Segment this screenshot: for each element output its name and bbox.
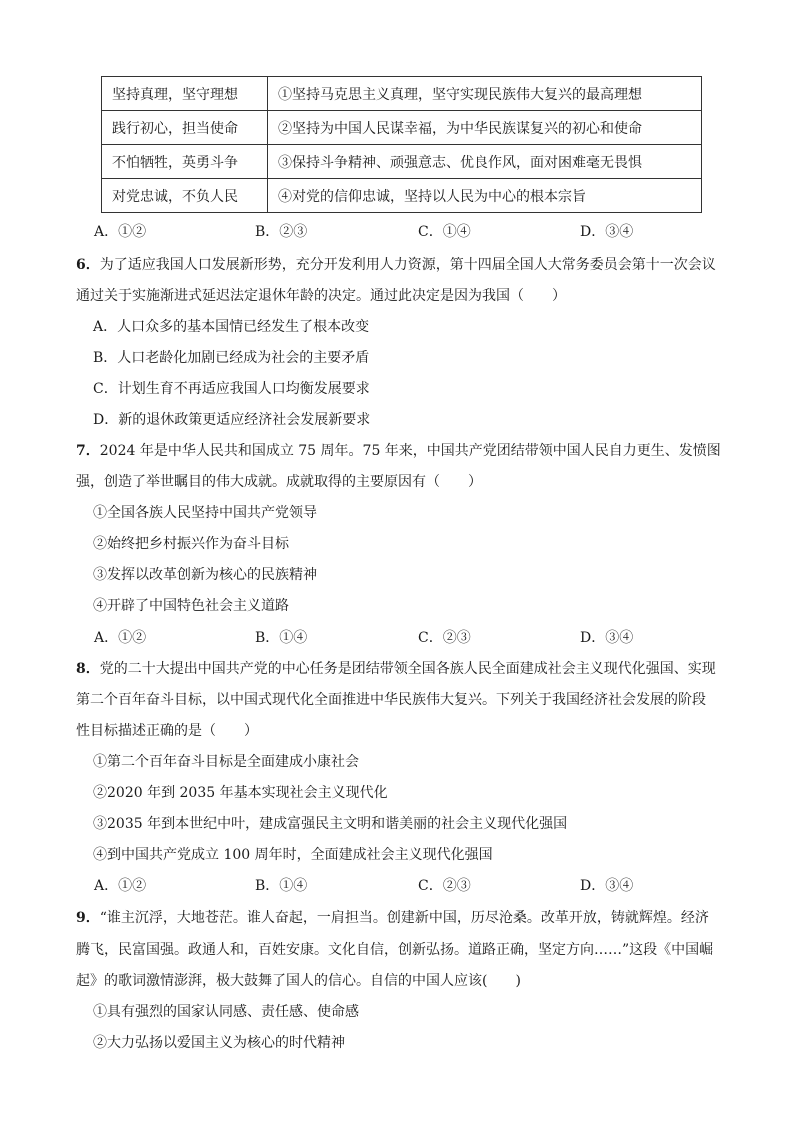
q7-option-b[interactable]: B．①④	[255, 630, 308, 646]
table-cell-left: 坚持真理，坚守理想	[102, 77, 268, 111]
q6-option-d[interactable]: D．新的退休政策更适应经济社会发展新要求	[93, 412, 371, 428]
table-cell-left: 践行初心，担当使命	[102, 111, 268, 145]
q9-stem-line	[76, 907, 709, 927]
matching-table	[101, 76, 702, 213]
q8-option-c[interactable]: C．②③	[418, 878, 471, 894]
question-number: 7．	[76, 443, 100, 459]
question-number: 9．	[76, 910, 100, 926]
q7-stem-line	[76, 440, 721, 460]
q8-stem-line	[76, 658, 716, 678]
q9-statement: ①具有强烈的国家认同感、责任感、使命感	[93, 1004, 359, 1020]
q7-statement: ②始终把乡村振兴作为奋斗目标	[93, 536, 289, 552]
q7-option-c[interactable]: C．②③	[418, 630, 471, 646]
q7-statement: ③发挥以改革创新为核心的民族精神	[93, 567, 317, 583]
table-cell-right: ①坚持马克思主义真理，坚守实现民族伟大复兴的最高理想	[268, 77, 702, 111]
q7-statement: ④开辟了中国特色社会主义道路	[93, 598, 289, 614]
question-number: 8．	[76, 661, 100, 677]
table-cell-right: ②坚持为中国人民谋幸福，为中华民族谋复兴的初心和使命	[268, 111, 702, 145]
q9-stem-line-3: 起》的歌词激情澎湃，极大鼓舞了国人的信心。自信的中国人应该( )	[76, 973, 521, 989]
q8-option-d[interactable]: D．③④	[580, 878, 634, 894]
q5-option-d[interactable]: D．③④	[580, 224, 634, 240]
q8-statement: ③2035 年到本世纪中叶，建成富强民主文明和谐美丽的社会主义现代化强国	[93, 816, 568, 832]
q8-option-b[interactable]: B．①④	[255, 878, 308, 894]
q5-option-b[interactable]: B．②③	[255, 224, 308, 240]
q8-statement: ①第二个百年奋斗目标是全面建成小康社会	[93, 754, 359, 770]
q9-stem-line-2: 腾飞，民富国强。政通人和，百姓安康。文化自信，创新弘扬。道路正确，坚定方向……”这段《中国崛	[76, 942, 714, 958]
table-row	[102, 111, 702, 145]
table-cell-left: 对党忠诚，不负人民	[102, 179, 268, 213]
table-row	[102, 179, 702, 213]
q8-stem-line-3: 性目标描述正确的是（ ）	[76, 723, 258, 739]
q7-stem-text: 2024 年是中华人民共和国成立 75 周年。75 年来，中国共产党团结带领中国人民自力更生、发愤图	[99, 443, 721, 459]
q6-stem-line-2: 通过关于实施渐进式延迟法定退休年龄的决定。通过此决定是因为我国（ ）	[76, 288, 566, 304]
q8-option-a[interactable]: A．①②	[94, 878, 147, 894]
q6-stem-line	[76, 254, 716, 274]
q7-statement: ①全国各族人民坚持中国共产党领导	[93, 505, 317, 521]
table-cell-right: ④对党的信仰忠诚，坚持以人民为中心的根本宗旨	[268, 179, 702, 213]
q9-stem-text: “谁主沉浮，大地苍茫。谁人奋起，一肩担当。创建新中国，历尽沧桑。改革开放，铸就辉煌。经济	[99, 910, 709, 926]
q5-option-a[interactable]: A．①②	[94, 224, 147, 240]
question-number: 6．	[76, 257, 100, 273]
q8-statement: ④到中国共产党成立 100 周年时，全面建成社会主义现代化强国	[93, 847, 493, 863]
q8-stem-text: 党的二十大提出中国共产党的中心任务是团结带领全国各族人民全面建成社会主义现代化强国、实现	[99, 661, 716, 677]
table-row	[102, 77, 702, 111]
q6-option-a[interactable]: A．人口众多的基本国情已经发生了根本改变	[93, 319, 370, 335]
q8-statement: ②2020 年到 2035 年基本实现社会主义现代化	[93, 785, 388, 801]
q6-stem-text: 为了适应我国人口发展新形势，充分开发利用人力资源，第十四届全国人大常务委员会第十一次会议	[99, 257, 716, 273]
q7-option-a[interactable]: A．①②	[94, 630, 147, 646]
q5-option-c[interactable]: C．①④	[418, 224, 471, 240]
q6-option-c[interactable]: C．计划生育不再适应我国人口均衡发展要求	[93, 381, 370, 397]
q6-option-b[interactable]: B．人口老龄化加剧已经成为社会的主要矛盾	[93, 350, 370, 366]
table-cell-right: ③保持斗争精神、顽强意志、优良作风，面对困难毫无畏惧	[268, 145, 702, 179]
q7-option-d[interactable]: D．③④	[580, 630, 634, 646]
q8-stem-line-2: 第二个百年奋斗目标，以中国式现代化全面推进中华民族伟大复兴。下列关于我国经济社会发展的阶段	[76, 692, 706, 708]
q7-stem-line-2: 强，创造了举世瞩目的伟大成就。成就取得的主要原因有（ ）	[76, 474, 482, 490]
q9-statement: ②大力弘扬以爱国主义为核心的时代精神	[93, 1035, 345, 1051]
table-cell-left: 不怕牺牲，英勇斗争	[102, 145, 268, 179]
table-row	[102, 145, 702, 179]
